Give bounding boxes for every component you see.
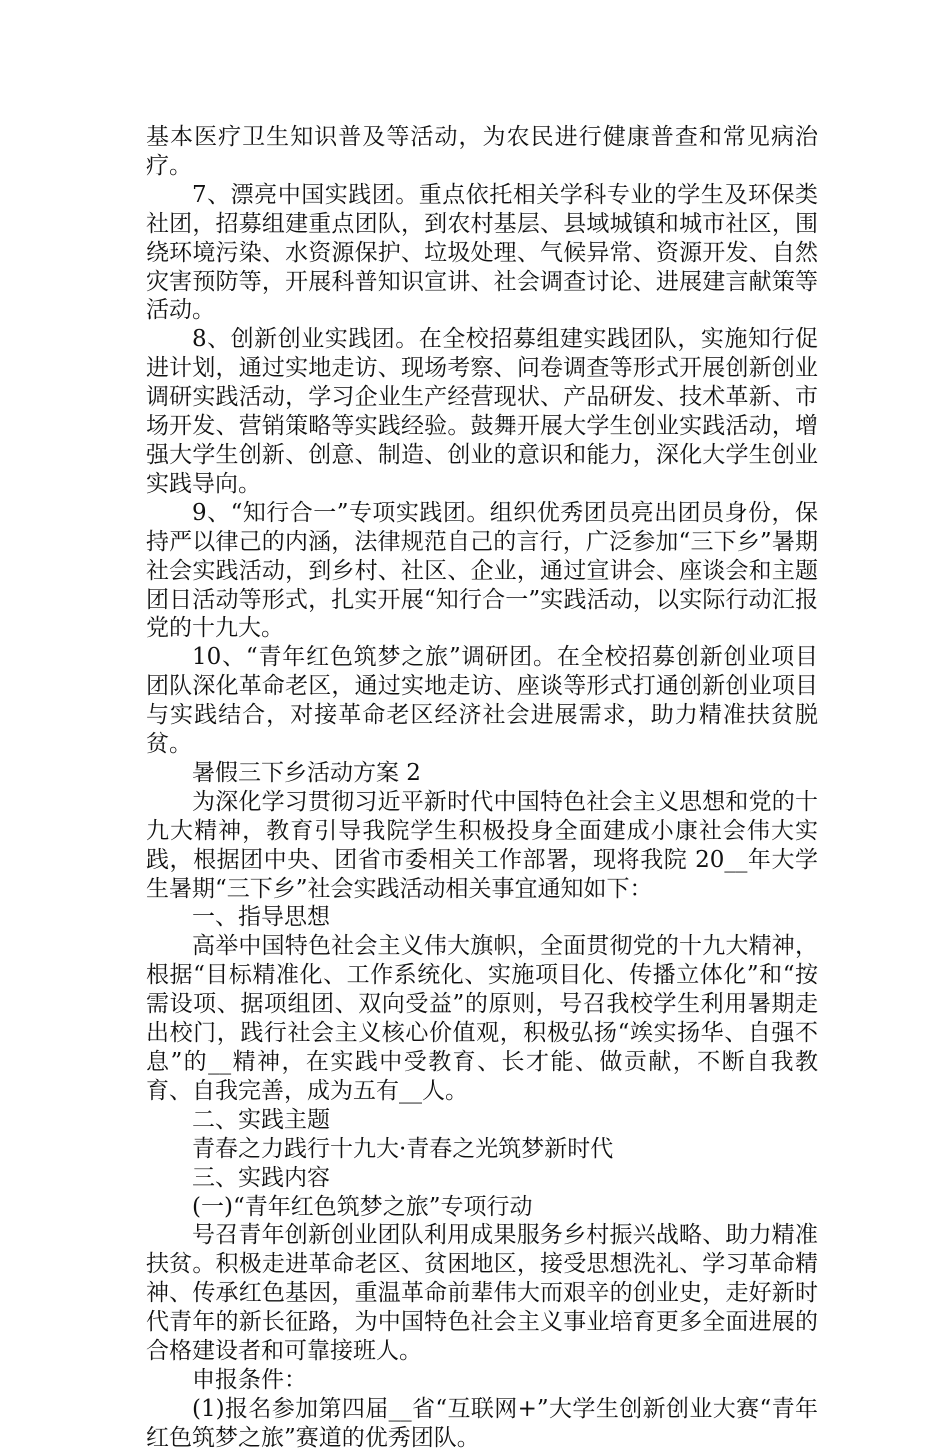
paragraph-theme: 青春之力践行十九大·青春之光筑梦新时代 bbox=[192, 1135, 614, 1162]
paragraph-7: 为深化学习贯彻习近平新时代中国特色社会主义思想和党的十九大精神，教育引导我院学生积极投身全面建成小康社会伟大实践，根据团中央、团省市委相关工作部署，现将我院 20__年大学生暑期“三下乡”社会实践活动相关事宜通知如下： bbox=[146, 788, 818, 902]
application-conditions-label: 申报条件： bbox=[192, 1366, 307, 1393]
subheading-special-action: (一)“青年红色筑梦之旅”专项行动 bbox=[192, 1193, 533, 1220]
paragraph-9: 高举中国特色社会主义伟大旗帜，全面贯彻党的十九大精神，根据“目标精准化、工作系统化、实施项目化、传播立体化”和“按需设项、据项组团、双向受益”的原则，号召我校学生利用暑期走出校门，践行社会主义核心价值观，积极弘扬“竢实扬华、自强不息”的__精神，在实践中受教育、长才能、做贡献，不断自我教育、自我完善，成为五有__人。 bbox=[146, 933, 818, 1104]
document-page bbox=[146, 123, 818, 1453]
paragraph-14: 号召青年创新创业团队利用成果服务乡村振兴战略、助力精准扶贫。积极走进革命老区、贫困地区，接受思想洗礼、学习革命精神、传承红色基因，重温革命前辈伟大而艰辛的创业史，走好新时代青年的新长征路，为中国特色社会主义事业培育更多全面进展的合格建设者和可靠接班人。 bbox=[146, 1222, 818, 1365]
paragraph-5: 10、“青年红色筑梦之旅”调研团。在全校招募创新创业项目团队深化革命老区，通过实地走访、座谈等形式打通创新创业项目与实践结合，对接革命老区经济社会进展需求，助力精准扶贫脱贫。 bbox=[146, 644, 818, 758]
paragraph-4: 9、“知行合一”专项实践团。组织优秀团员亮出团员身份，保持严以律己的内涵，法律规范自己的言行，广泛参加“三下乡”暑期社会实践活动，到乡村、社区、企业，通过宣讲会、座谈会和主题团日活动等形式，扎实开展“知行合一”实践活动，以实际行动汇报党的十九大。 bbox=[146, 499, 818, 642]
paragraph-1: 基本医疗卫生知识普及等活动，为农民进行健康普查和常见病治疗。 bbox=[146, 124, 818, 179]
paragraph-3: 8、创新创业实践团。在全校招募组建实践团队，实施知行促进计划，通过实地走访、现场考察、问卷调查等形式开展创新创业调研实践活动，学习企业生产经营现状、产品研发、技术革新、市场开发、营销策略等实践经验。鼓舞开展大学生创业实践活动，增强大学生创新、创意、制造、创业的意识和能力，深化大学生创业实践导向。 bbox=[146, 326, 818, 497]
heading-practice-theme: 二、实践主题 bbox=[192, 1106, 330, 1133]
paragraph-2: 7、漂亮中国实践团。重点依托相关学科专业的学生及环保类社团，招募组建重点团队，到农村基层、县域城镇和城市社区，围绕环境污染、水资源保护、垃圾处理、气候异常、资源开发、自然灾害预防等，开展科普知识宣讲、社会调查讨论、进展建言献策等活动。 bbox=[146, 181, 818, 324]
heading-guiding-ideology: 一、指导思想 bbox=[192, 904, 330, 931]
section-title: 暑假三下乡活动方案 2 bbox=[192, 759, 421, 786]
heading-practice-content: 三、实践内容 bbox=[192, 1164, 330, 1191]
paragraph-16: (1)报名参加第四届__省“互联网+”大学生创新创业大赛“青年红色筑梦之旅”赛道的优秀团队。 bbox=[146, 1395, 818, 1451]
